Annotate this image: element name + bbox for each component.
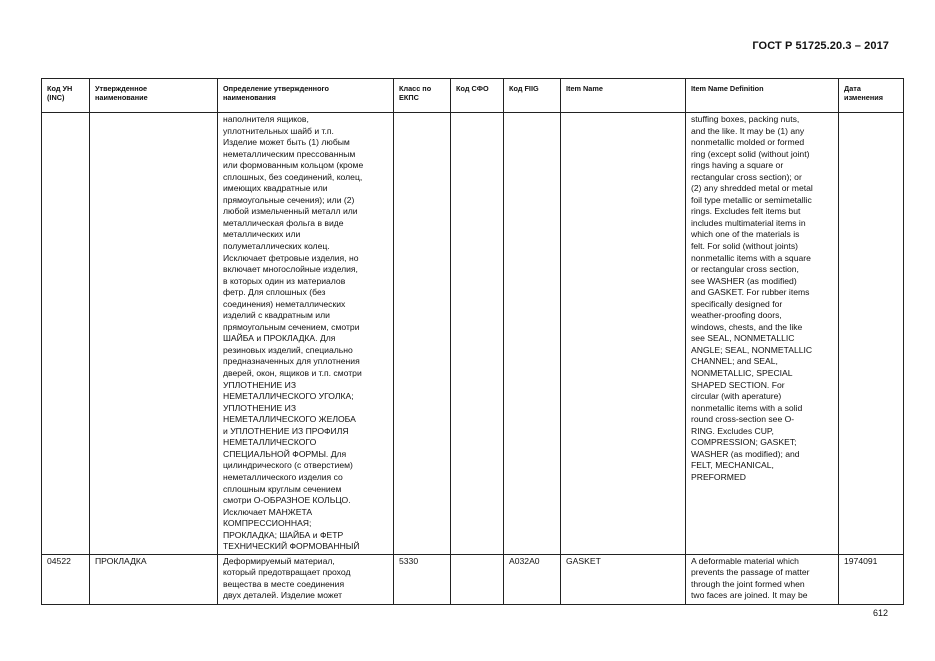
cell-inc-code: 04522 <box>42 554 90 604</box>
cell-item-name-definition: stuffing boxes, packing nuts, and the like. It may be (1) any nonmetallic molded or formed ring (except solid (without joint) rings having a square or rectangular cross section); or (2) any shredded metal or metal foil type metallic or semimetallic rings. Excludes felt items but includes multimaterial items in which one of the materials is felt. For solid (without joints) nonmetallic items with a square or rectangular cross section, see WASHER (as modified) and GASKET. For rubber items specifically designed for weather-proofing doors, windows, chests, and the like see SEAL, NONMETALLIC ANGLE; SEAL, NONMETALLIC CHANNEL; and SEAL, NONMETALLIC, SPECIAL SHAPED SECTION. For circular (with aperature) nonmetallic items with a solid round cross-section see O- RING. Excludes CUP, COMPRESSION; GASKET; WASHER (as modified); and FELT, MECHANICAL, PREFORMED <box>686 113 839 555</box>
header-item-name-definition: Item Name Definition <box>686 79 839 113</box>
cell-approved-name: ПРОКЛАДКА <box>90 554 218 604</box>
page-number: 612 <box>872 608 888 618</box>
header-change-date: Дата изменения <box>839 79 904 113</box>
cell-sfo-code <box>451 113 504 555</box>
table-header-row <box>42 79 904 113</box>
cell-fiig-code <box>504 113 561 555</box>
header-fiig-code: Код FIIG <box>504 79 561 113</box>
cell-sfo-code <box>451 554 504 604</box>
cell-change-date: 1974091 <box>839 554 904 604</box>
header-ekps-class: Класс по ЕКПС <box>394 79 451 113</box>
cell-item-name: GASKET <box>561 554 686 604</box>
cell-ekps-class: 5330 <box>394 554 451 604</box>
cell-ekps-class <box>394 113 451 555</box>
cell-approved-name <box>90 113 218 555</box>
cell-item-name-definition: A deformable material which prevents the passage of matter through the joint formed when two faces are joined. It may be <box>686 554 839 604</box>
header-name-definition: Определение утвержденного наименования <box>218 79 394 113</box>
document-title: ГОСТ Р 51725.20.3 – 2017 <box>752 40 889 52</box>
header-inc-code: Код УН (INC) <box>42 79 90 113</box>
cell-change-date <box>839 113 904 555</box>
table-row <box>42 113 904 555</box>
table-row <box>42 554 904 604</box>
cell-name-definition: Деформируемый материал, который предотвращает проход вещества в месте соединения двух деталей. Изделие может <box>218 554 394 604</box>
header-approved-name: Утвержденное наименование <box>90 79 218 113</box>
header-item-name: Item Name <box>561 79 686 113</box>
cell-inc-code <box>42 113 90 555</box>
header-sfo-code: Код СФО <box>451 79 504 113</box>
cell-fiig-code: A032A0 <box>504 554 561 604</box>
cell-name-definition: наполнителя ящиков, уплотнительных шайб и т.п. Изделие может быть (1) любым неметаллическим прессованным или формованным кольцом (кроме сплошных, без соединений, колец, имеющих квадратные или прямоугольные сечения); или (2) любой измельченный металл или металлическая фольга в виде металлических или полуметаллических колец. Исключает фетровые изделия, но включает многослойные изделия, в которых один из материалов фетр. Для сплошных (без соединения) неметаллических изделий с квадратным или прямоугольным сечением, смотри ШАЙБА и ПРОКЛАДКА. Для резиновых изделий, специально предназначенных для уплотнения дверей, окон, ящиков и т.п. смотри УПЛОТНЕНИЕ ИЗ НЕМЕТАЛЛИЧЕСКОГО УГОЛКА; УПЛОТНЕНИЕ ИЗ НЕМЕТАЛЛИЧЕСКОГО ЖЕЛОБА и УПЛОТНЕНИЕ ИЗ ПРОФИЛЯ НЕМЕТАЛЛИЧЕСКОГО СПЕЦИАЛЬНОЙ ФОРМЫ. Для цилиндрического (с отверстием) неметаллического изделия со сплошным круглым сечением смотри О-ОБРАЗНОЕ КОЛЬЦО. Исключает МАНЖЕТА КОМПРЕССИОННАЯ; ПРОКЛАДКА; ШАЙБА и ФЕТР ТЕХНИЧЕСКИЙ ФОРМОВАННЫЙ <box>218 113 394 555</box>
classifier-table <box>41 78 904 605</box>
cell-item-name <box>561 113 686 555</box>
